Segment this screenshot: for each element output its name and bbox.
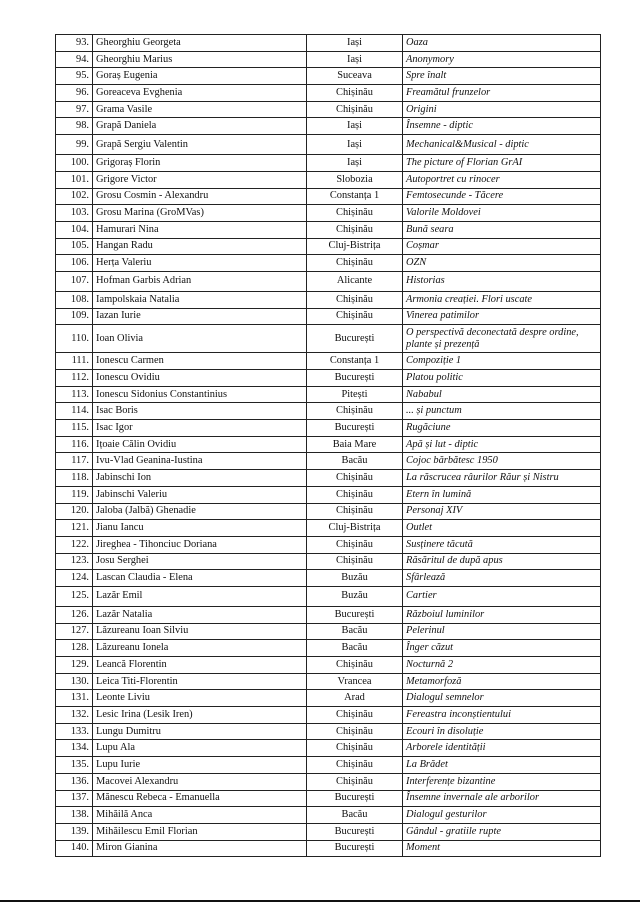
artwork-title: Ecouri în disoluție xyxy=(403,723,601,740)
table-row xyxy=(56,773,601,790)
participant-name: Ionescu Carmen xyxy=(93,353,307,370)
row-number: 130. xyxy=(56,673,93,690)
artwork-title: Răsăritul de după apus xyxy=(403,553,601,570)
participant-name: Leica Titi-Florentin xyxy=(93,673,307,690)
participant-city: Chișinău xyxy=(307,308,403,325)
artwork-title: Bună seara xyxy=(403,221,601,238)
row-number: 117. xyxy=(56,453,93,470)
participant-city: Chișinău xyxy=(307,773,403,790)
artwork-title: Gândul - gratiile rupte xyxy=(403,823,601,840)
table-row xyxy=(56,291,601,308)
row-number: 113. xyxy=(56,386,93,403)
artwork-title: Compoziție 1 xyxy=(403,353,601,370)
participant-name: Grapă Daniela xyxy=(93,118,307,135)
participant-name: Grosu Marina (GroMVas) xyxy=(93,205,307,222)
row-number: 118. xyxy=(56,470,93,487)
table-row xyxy=(56,586,601,606)
participant-name: Lazăr Natalia xyxy=(93,606,307,623)
table-row xyxy=(56,155,601,172)
participant-name: Grama Vasile xyxy=(93,101,307,118)
participant-name: Josu Serghei xyxy=(93,553,307,570)
row-number: 97. xyxy=(56,101,93,118)
row-number: 116. xyxy=(56,436,93,453)
participant-name: Jaloba (Jalbă) Ghenadie xyxy=(93,503,307,520)
artwork-title: Etern în lumină xyxy=(403,486,601,503)
table-row xyxy=(56,403,601,420)
participant-city: Chișinău xyxy=(307,221,403,238)
row-number: 111. xyxy=(56,353,93,370)
participant-name: Lascan Claudia - Elena xyxy=(93,570,307,587)
row-number: 108. xyxy=(56,291,93,308)
participant-city: Iași xyxy=(307,51,403,68)
artwork-title: Apă și lut - diptic xyxy=(403,436,601,453)
participant-city: București xyxy=(307,840,403,857)
row-number: 135. xyxy=(56,757,93,774)
participant-city: Bacău xyxy=(307,807,403,824)
participant-name: Jabinschi Ion xyxy=(93,470,307,487)
participant-city: Chișinău xyxy=(307,101,403,118)
row-number: 127. xyxy=(56,623,93,640)
table-row xyxy=(56,757,601,774)
participant-name: Ițoaie Călin Ovidiu xyxy=(93,436,307,453)
row-number: 100. xyxy=(56,155,93,172)
row-number: 115. xyxy=(56,420,93,437)
participant-city: Iași xyxy=(307,135,403,155)
participant-city: București xyxy=(307,370,403,387)
participant-city: Alicante xyxy=(307,271,403,291)
row-number: 103. xyxy=(56,205,93,222)
table-row xyxy=(56,101,601,118)
artwork-title: Dialogul semnelor xyxy=(403,690,601,707)
participant-city: Chișinău xyxy=(307,707,403,724)
artwork-title: Anonymory xyxy=(403,51,601,68)
participant-city: Pitești xyxy=(307,386,403,403)
row-number: 133. xyxy=(56,723,93,740)
participant-city: Baia Mare xyxy=(307,436,403,453)
participant-name: Isac Boris xyxy=(93,403,307,420)
table-row xyxy=(56,723,601,740)
table-row xyxy=(56,453,601,470)
participant-name: Hangan Radu xyxy=(93,238,307,255)
artwork-title: Origini xyxy=(403,101,601,118)
row-number: 94. xyxy=(56,51,93,68)
participant-name: Gheorghiu Georgeta xyxy=(93,35,307,52)
participant-city: Constanța 1 xyxy=(307,353,403,370)
participant-name: Grapă Sergiu Valentin xyxy=(93,135,307,155)
participant-city: Slobozia xyxy=(307,171,403,188)
artwork-title: Cojoc bărbătesc 1950 xyxy=(403,453,601,470)
participant-name: Lesic Irina (Lesik Iren) xyxy=(93,707,307,724)
row-number: 121. xyxy=(56,520,93,537)
participant-name: Isac Igor xyxy=(93,420,307,437)
participant-name: Ivu-Vlad Geanina-Iustina xyxy=(93,453,307,470)
participant-name: Grigore Victor xyxy=(93,171,307,188)
table-row xyxy=(56,353,601,370)
artwork-title: Moment xyxy=(403,840,601,857)
participant-name: Leonte Liviu xyxy=(93,690,307,707)
artwork-title: Platou politic xyxy=(403,370,601,387)
row-number: 134. xyxy=(56,740,93,757)
row-number: 98. xyxy=(56,118,93,135)
artwork-title: Vinerea patimilor xyxy=(403,308,601,325)
artwork-title: Susținere tăcută xyxy=(403,536,601,553)
artwork-title: Mechanical&Musical - diptic xyxy=(403,135,601,155)
table-row xyxy=(56,370,601,387)
participant-city: București xyxy=(307,325,403,353)
participant-name: Hamurari Nina xyxy=(93,221,307,238)
participant-name: Mănescu Rebeca - Emanuella xyxy=(93,790,307,807)
table-row xyxy=(56,690,601,707)
row-number: 139. xyxy=(56,823,93,840)
table-row xyxy=(56,436,601,453)
table-row xyxy=(56,790,601,807)
table-row xyxy=(56,386,601,403)
row-number: 128. xyxy=(56,640,93,657)
artwork-title: O perspectivă deconectată despre ordine, plante și prezență xyxy=(403,325,601,353)
participant-name: Herța Valeriu xyxy=(93,255,307,272)
table-row xyxy=(56,118,601,135)
table-row xyxy=(56,823,601,840)
participant-city: Chișinău xyxy=(307,205,403,222)
row-number: 112. xyxy=(56,370,93,387)
artwork-title: La răscrucea râurilor Răur și Nistru xyxy=(403,470,601,487)
participant-city: Bacău xyxy=(307,640,403,657)
participant-city: Vrancea xyxy=(307,673,403,690)
table-row xyxy=(56,85,601,102)
row-number: 101. xyxy=(56,171,93,188)
participant-city: Chișinău xyxy=(307,503,403,520)
table-row xyxy=(56,271,601,291)
participant-name: Grosu Cosmin - Alexandru xyxy=(93,188,307,205)
participant-city: Chișinău xyxy=(307,657,403,674)
participant-name: Grigoraș Florin xyxy=(93,155,307,172)
row-number: 136. xyxy=(56,773,93,790)
participants-table xyxy=(55,34,601,857)
participant-city: Chișinău xyxy=(307,740,403,757)
table-row xyxy=(56,520,601,537)
participant-name: Jabinschi Valeriu xyxy=(93,486,307,503)
artwork-title: Personaj XIV xyxy=(403,503,601,520)
participant-name: Iampolskaia Natalia xyxy=(93,291,307,308)
row-number: 126. xyxy=(56,606,93,623)
table-row xyxy=(56,707,601,724)
participant-city: Chișinău xyxy=(307,470,403,487)
artwork-title: La Brădet xyxy=(403,757,601,774)
participant-city: Chișinău xyxy=(307,291,403,308)
participant-name: Goreaceva Evghenia xyxy=(93,85,307,102)
participant-city: București xyxy=(307,790,403,807)
row-number: 105. xyxy=(56,238,93,255)
participant-city: Bacău xyxy=(307,453,403,470)
participant-name: Lupu Ala xyxy=(93,740,307,757)
table-row xyxy=(56,308,601,325)
artwork-title: Cartier xyxy=(403,586,601,606)
participant-name: Jianu Iancu xyxy=(93,520,307,537)
participant-name: Miron Gianina xyxy=(93,840,307,857)
row-number: 102. xyxy=(56,188,93,205)
artwork-title: Războiul luminilor xyxy=(403,606,601,623)
row-number: 132. xyxy=(56,707,93,724)
row-number: 138. xyxy=(56,807,93,824)
row-number: 99. xyxy=(56,135,93,155)
artwork-title: Historias xyxy=(403,271,601,291)
table-row xyxy=(56,570,601,587)
participant-name: Ioan Olivia xyxy=(93,325,307,353)
artwork-title: Rugăciune xyxy=(403,420,601,437)
table-row xyxy=(56,238,601,255)
participant-city: Chișinău xyxy=(307,536,403,553)
artwork-title: ... și punctum xyxy=(403,403,601,420)
table-row xyxy=(56,68,601,85)
row-number: 140. xyxy=(56,840,93,857)
row-number: 95. xyxy=(56,68,93,85)
table-row xyxy=(56,205,601,222)
participant-name: Lăzureanu Ioan Silviu xyxy=(93,623,307,640)
participant-name: Iazan Iurie xyxy=(93,308,307,325)
table-row xyxy=(56,188,601,205)
row-number: 120. xyxy=(56,503,93,520)
artwork-title: Coșmar xyxy=(403,238,601,255)
table-row xyxy=(56,657,601,674)
table-row xyxy=(56,623,601,640)
participant-city: Cluj-Bistrița xyxy=(307,520,403,537)
table-row xyxy=(56,536,601,553)
row-number: 125. xyxy=(56,586,93,606)
table-row xyxy=(56,135,601,155)
table-row xyxy=(56,171,601,188)
row-number: 124. xyxy=(56,570,93,587)
participant-city: Buzău xyxy=(307,586,403,606)
table-row xyxy=(56,255,601,272)
participant-name: Lungu Dumitru xyxy=(93,723,307,740)
participant-name: Ionescu Sidonius Constantinius xyxy=(93,386,307,403)
participant-city: Suceava xyxy=(307,68,403,85)
artwork-title: The picture of Florian GrAI xyxy=(403,155,601,172)
artwork-title: OZN xyxy=(403,255,601,272)
row-number: 123. xyxy=(56,553,93,570)
participant-name: Jireghea - Tihonciuc Doriana xyxy=(93,536,307,553)
row-number: 137. xyxy=(56,790,93,807)
artwork-title: Arborele identității xyxy=(403,740,601,757)
participant-name: Lazăr Emil xyxy=(93,586,307,606)
artwork-title: Însemne - diptic xyxy=(403,118,601,135)
participant-name: Ionescu Ovidiu xyxy=(93,370,307,387)
table-row xyxy=(56,606,601,623)
table-row xyxy=(56,640,601,657)
table-row xyxy=(56,51,601,68)
table-row xyxy=(56,840,601,857)
artwork-title: Pelerinul xyxy=(403,623,601,640)
participant-name: Lăzureanu Ionela xyxy=(93,640,307,657)
participant-city: Constanța 1 xyxy=(307,188,403,205)
artwork-title: Dialogul gesturilor xyxy=(403,807,601,824)
participant-name: Leancă Florentin xyxy=(93,657,307,674)
participant-city: Bacău xyxy=(307,623,403,640)
participant-city: București xyxy=(307,823,403,840)
participant-name: Lupu Iurie xyxy=(93,757,307,774)
artwork-title: Însemne invernale ale arborilor xyxy=(403,790,601,807)
participant-city: Chișinău xyxy=(307,85,403,102)
table-row xyxy=(56,420,601,437)
table-row xyxy=(56,807,601,824)
participant-city: Arad xyxy=(307,690,403,707)
table-row xyxy=(56,470,601,487)
row-number: 107. xyxy=(56,271,93,291)
artwork-title: Înger căzut xyxy=(403,640,601,657)
row-number: 122. xyxy=(56,536,93,553)
participant-city: Iași xyxy=(307,118,403,135)
artwork-title: Nababul xyxy=(403,386,601,403)
participant-name: Goraș Eugenia xyxy=(93,68,307,85)
row-number: 110. xyxy=(56,325,93,353)
participant-name: Macovei Alexandru xyxy=(93,773,307,790)
participant-name: Hofman Garbis Adrian xyxy=(93,271,307,291)
artwork-title: Interferențe bizantine xyxy=(403,773,601,790)
participant-city: Chișinău xyxy=(307,486,403,503)
participant-city: Iași xyxy=(307,35,403,52)
participant-city: Cluj-Bistrița xyxy=(307,238,403,255)
participant-city: București xyxy=(307,606,403,623)
table-row xyxy=(56,486,601,503)
participant-city: Chișinău xyxy=(307,403,403,420)
participant-name: Mihăilescu Emil Florian xyxy=(93,823,307,840)
artwork-title: Spre înalt xyxy=(403,68,601,85)
artwork-title: Fereastra inconștientului xyxy=(403,707,601,724)
participant-city: Chișinău xyxy=(307,757,403,774)
row-number: 96. xyxy=(56,85,93,102)
table-row xyxy=(56,673,601,690)
artwork-title: Valorile Moldovei xyxy=(403,205,601,222)
table-row xyxy=(56,740,601,757)
artwork-title: Autoportret cu rinocer xyxy=(403,171,601,188)
artwork-title: Outlet xyxy=(403,520,601,537)
artwork-title: Oaza xyxy=(403,35,601,52)
page-bottom-rule xyxy=(0,900,640,902)
row-number: 119. xyxy=(56,486,93,503)
artwork-title: Sfârlează xyxy=(403,570,601,587)
participant-name: Mihăilă Anca xyxy=(93,807,307,824)
row-number: 109. xyxy=(56,308,93,325)
table-row xyxy=(56,553,601,570)
participant-city: București xyxy=(307,420,403,437)
table-row xyxy=(56,503,601,520)
row-number: 114. xyxy=(56,403,93,420)
participant-name: Gheorghiu Marius xyxy=(93,51,307,68)
participant-city: Chișinău xyxy=(307,553,403,570)
artwork-title: Freamătul frunzelor xyxy=(403,85,601,102)
participant-city: Chișinău xyxy=(307,723,403,740)
participant-city: Buzău xyxy=(307,570,403,587)
artwork-title: Armonia creației. Flori uscate xyxy=(403,291,601,308)
participant-city: Chișinău xyxy=(307,255,403,272)
artwork-title: Femtosecunde - Tăcere xyxy=(403,188,601,205)
artwork-title: Metamorfoză xyxy=(403,673,601,690)
participants-table-body xyxy=(56,35,601,857)
row-number: 106. xyxy=(56,255,93,272)
table-row xyxy=(56,221,601,238)
table-row xyxy=(56,325,601,353)
row-number: 104. xyxy=(56,221,93,238)
row-number: 129. xyxy=(56,657,93,674)
table-row xyxy=(56,35,601,52)
participant-city: Iași xyxy=(307,155,403,172)
artwork-title: Nocturnă 2 xyxy=(403,657,601,674)
row-number: 131. xyxy=(56,690,93,707)
row-number: 93. xyxy=(56,35,93,52)
